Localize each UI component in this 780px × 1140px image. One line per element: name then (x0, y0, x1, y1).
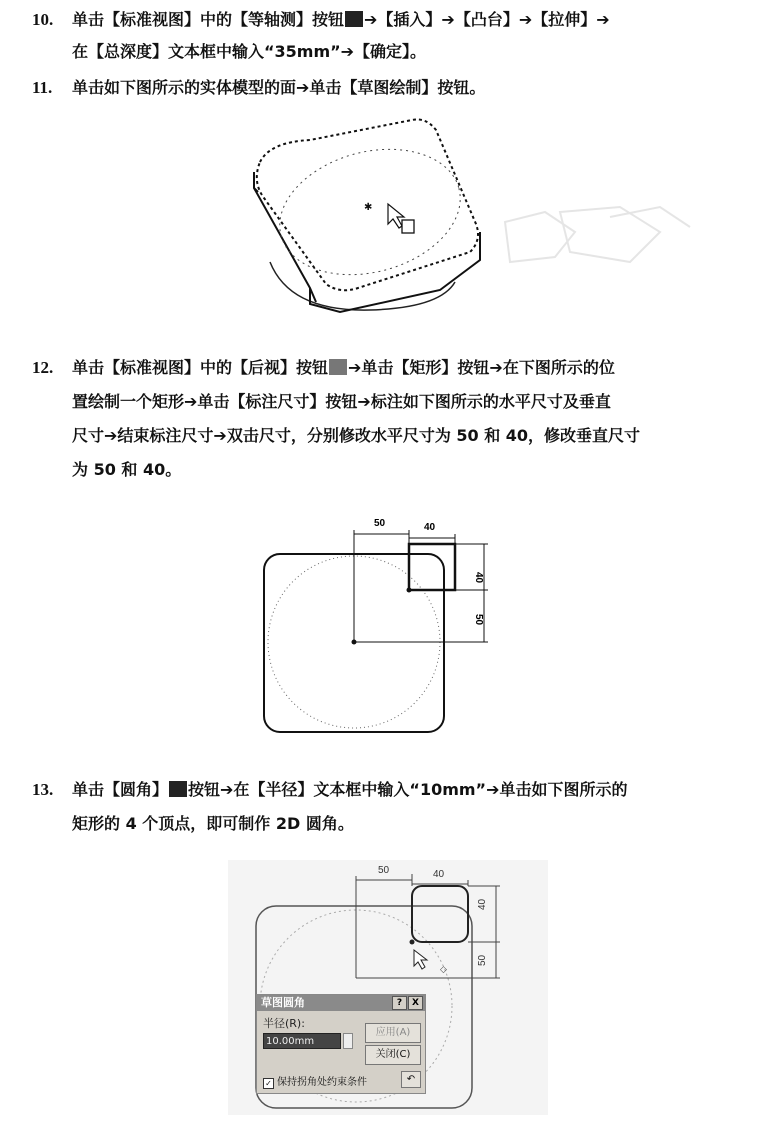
dim-label-h2: 40 (433, 869, 445, 880)
apply-button[interactable]: 应用(A) (365, 1023, 421, 1043)
dialog-title-bar[interactable] (257, 995, 425, 1011)
step-text: 单击【标准视图】中的【后视】按钮 (72, 358, 329, 377)
help-button[interactable]: ? (392, 996, 407, 1010)
undo-icon[interactable]: ↶ (401, 1071, 421, 1088)
step-text: 单击【圆角】 (72, 780, 169, 799)
radius-label: 半径(R): (263, 1017, 305, 1030)
step-text-line (72, 4, 610, 36)
sketch-fillet-dialog (256, 994, 426, 1094)
checkbox-label: 保持拐角处约束条件 (277, 1077, 367, 1088)
svg-text:✱: ✱ (364, 202, 373, 213)
step-number: 10. (32, 10, 54, 29)
back-view-icon (329, 359, 347, 375)
step-text-line: 尺寸➔结束标注尺寸➔双击尺寸，分别修改水平尺寸为 50 和 40，修改垂直尺寸 (72, 426, 641, 445)
isometric-view-icon (345, 11, 363, 27)
dim-label-h2: 40 (424, 522, 436, 533)
dim-label-v2: 50 (477, 954, 488, 966)
step-text: ➔【插入】➔【凸台】➔【拉伸】➔ (364, 10, 610, 29)
step-text-line: 在【总深度】文本框中输入“35mm”➔【确定】。 (72, 42, 427, 61)
dialog-title: 草图圆角 (261, 996, 305, 1009)
checkbox-box[interactable]: ✓ (263, 1078, 274, 1089)
radius-input[interactable]: 10.00mm (263, 1033, 341, 1049)
step-text-line: 置绘制一个矩形➔单击【标注尺寸】按钮➔标注如下图所示的水平尺寸及垂直 (72, 392, 611, 411)
solid-model-figure (230, 112, 710, 342)
step-text-line: 矩形的 4 个顶点，即可制作 2D 圆角。 (72, 814, 354, 833)
step-text-line (72, 352, 615, 384)
step-text: 按钮➔在【半径】文本框中输入“10mm”➔单击如下图所示的 (188, 780, 628, 799)
step-text-line (72, 774, 627, 806)
step-text: ➔单击【矩形】按钮➔在下图所示的位 (348, 358, 615, 377)
keep-constraints-checkbox[interactable] (263, 1073, 367, 1089)
step-text-line: 单击如下图所示的实体模型的面➔单击【草图绘制】按钮。 (72, 78, 486, 97)
dim-label-v2: 50 (473, 614, 484, 626)
step-text-line: 为 50 和 40。 (72, 460, 182, 479)
step-text: 单击【标准视图】中的【等轴测】按钮 (72, 10, 345, 29)
fillet-icon (169, 781, 187, 797)
dim-label-h1: 50 (374, 518, 386, 529)
solid-model-drawing (230, 112, 710, 342)
step-number: 11. (32, 78, 53, 97)
close-icon[interactable]: X (408, 996, 423, 1010)
sketch-dimension-figure (256, 510, 496, 740)
dim-label-h1: 50 (378, 865, 390, 876)
dim-label-v1: 40 (473, 572, 484, 584)
step-number: 13. (32, 780, 54, 799)
svg-text:◇: ◇ (440, 964, 447, 974)
radius-spinner[interactable] (343, 1033, 353, 1049)
sketch-drawing (256, 510, 496, 740)
close-button[interactable]: 关闭(C) (365, 1045, 421, 1065)
dim-label-v1: 40 (477, 898, 488, 910)
step-number: 12. (32, 358, 54, 377)
